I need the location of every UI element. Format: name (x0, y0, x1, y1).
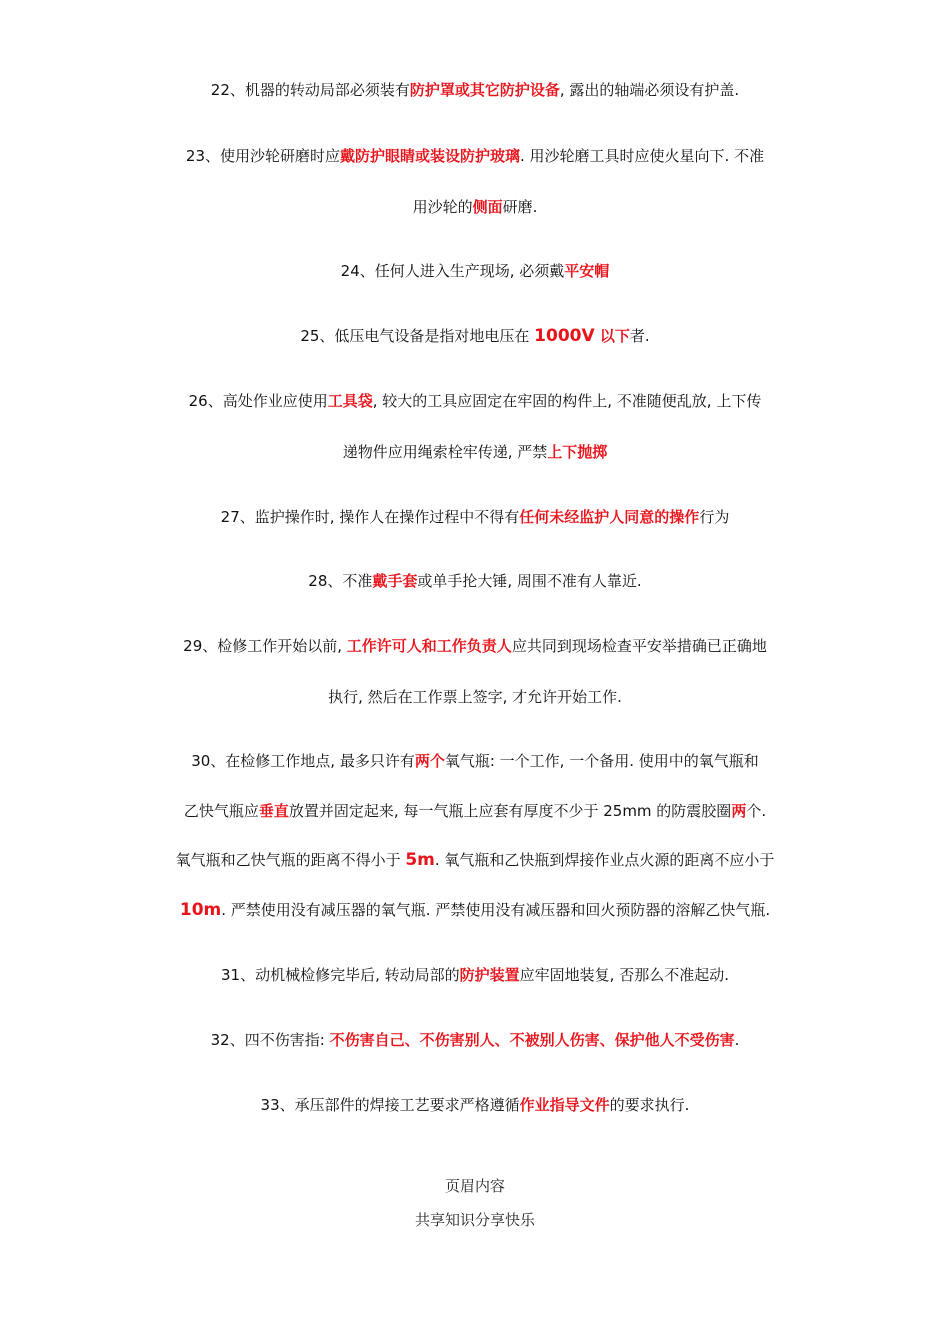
highlighted-text: 平安帽 (564, 262, 610, 280)
body-text: 或单手抡大锤, 周围不准有人靠近. (417, 572, 642, 590)
highlighted-text: 工作许可人和工作负责人 (346, 637, 512, 655)
paragraph-line (0, 751, 950, 771)
highlighted-text: 10m (179, 900, 222, 920)
body-text: 30、在检修工作地点, 最多只许有 (191, 752, 415, 770)
body-text: 27、监护操作时, 操作人在操作过程中不得有 (220, 508, 520, 526)
body-text: 应共同到现场检查平安举措确已正确地 (511, 637, 767, 655)
body-text: 氧气瓶和乙快气瓶的距离不得小于 (175, 851, 406, 869)
highlighted-text: 两 (731, 802, 747, 820)
body-text: 氧气瓶: 一个工作, 一个备用. 使用中的氧气瓶和 (444, 752, 759, 770)
highlighted-text: 工具袋 (327, 392, 373, 410)
paragraph-line (0, 197, 950, 217)
body-text: 33、承压部件的焊接工艺要求严格遵循 (260, 1096, 520, 1114)
body-text: 研磨. (502, 198, 538, 216)
paragraph-line (0, 326, 950, 346)
body-text: 放置并固定起来, 每一气瓶上应套有厚度不少于 25mm 的防震胶圈 (288, 802, 732, 820)
body-text: 32、四不伤害指: (210, 1031, 330, 1049)
highlighted-text: 上下抛掷 (547, 443, 608, 461)
body-text: 递物件应用绳索栓牢传递, 严禁 (342, 443, 548, 461)
highlighted-text: 不伤害自己、不伤害别人、不被别人伤害、保护他人不受伤害 (329, 1031, 735, 1049)
paragraph-line (0, 636, 950, 656)
paragraph-line (0, 801, 950, 821)
paragraph-line (0, 391, 950, 411)
paragraph-line (0, 146, 950, 166)
highlighted-text: 任何未经监护人同意的操作 (519, 508, 700, 526)
highlighted-text: 垂直 (258, 802, 289, 820)
footer-slogan: 共享知识分享快乐 (414, 1211, 535, 1229)
body-text: . (734, 1031, 740, 1049)
body-text: 者. (629, 327, 650, 345)
paragraph-line (0, 900, 950, 920)
highlighted-text: 两个 (414, 752, 445, 770)
body-text: 个. (746, 802, 767, 820)
highlighted-text: 5m (405, 850, 435, 870)
body-text: 乙快气瓶应 (183, 802, 259, 820)
highlighted-text: 1000V (534, 326, 595, 346)
paragraph-line (0, 80, 950, 100)
paragraph-line (0, 965, 950, 985)
paragraph-line (0, 687, 950, 707)
paragraph-line (0, 850, 950, 870)
highlighted-text: 作业指导文件 (519, 1096, 610, 1114)
body-text: 25、低压电气设备是指对地电压在 (300, 327, 535, 345)
body-text: 26、高处作业应使用 (188, 392, 328, 410)
body-text: 的要求执行. (609, 1096, 690, 1114)
highlighted-text: 戴防护眼睛或装设防护玻璃 (340, 147, 521, 165)
body-text: . 严禁使用没有减压器的氧气瓶. 严禁使用没有减压器和回火预防器的溶解乙快气瓶. (221, 901, 771, 919)
body-text: , 较大的工具应固定在牢固的构件上, 不准随便乱放, 上下传 (372, 392, 762, 410)
body-text: . 用沙轮磨工具时应使火星向下. 不准 (520, 147, 765, 165)
body-text: 23、使用沙轮研磨时应 (185, 147, 340, 165)
highlighted-text: 防护罩或其它防护设备 (409, 81, 560, 99)
body-text: 执行, 然后在工作票上签字, 才允许开始工作. (328, 688, 622, 706)
body-text: , 露出的轴端必须设有护盖. (559, 81, 740, 99)
body-text: 行为 (699, 508, 730, 526)
highlighted-text: 侧面 (472, 198, 503, 216)
footer-header-text: 页眉内容 (444, 1177, 505, 1195)
body-text: 31、动机械检修完毕后, 转动局部的 (221, 966, 460, 984)
body-text: 24、任何人进入生产现场, 必须戴 (340, 262, 565, 280)
paragraph-line (0, 571, 950, 591)
body-text: . 氧气瓶和乙快瓶到焊接作业点火源的距离不应小于 (434, 851, 775, 869)
highlighted-text: 以下 (594, 327, 630, 345)
body-text: 28、不准 (308, 572, 373, 590)
paragraph-line (0, 442, 950, 462)
body-text: 应牢固地装复, 否那么不准起动. (519, 966, 729, 984)
highlighted-text: 戴手套 (372, 572, 418, 590)
paragraph-line (0, 261, 950, 281)
paragraph-line (0, 1030, 950, 1050)
body-text: 用沙轮的 (412, 198, 473, 216)
body-text: 22、机器的转动局部必须装有 (210, 81, 410, 99)
paragraph-line (0, 1095, 950, 1115)
body-text: 29、检修工作开始以前, (183, 637, 347, 655)
highlighted-text: 防护装置 (459, 966, 520, 984)
paragraph-line (0, 507, 950, 527)
